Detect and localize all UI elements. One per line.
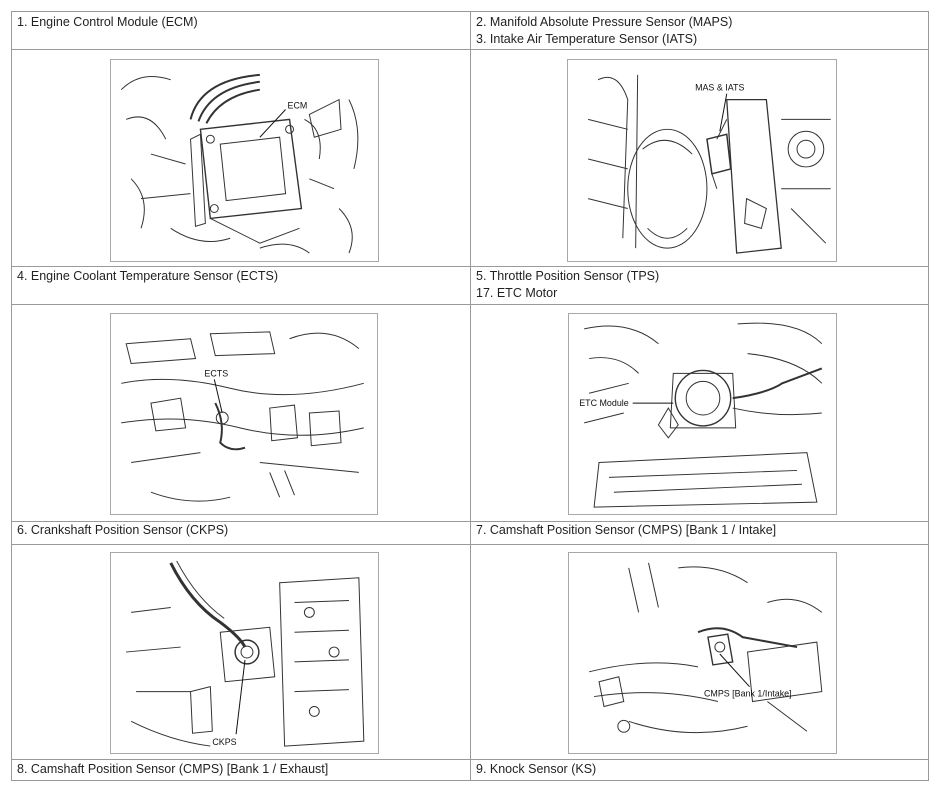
- caption-ecm: 1. Engine Control Module (ECM): [17, 15, 198, 29]
- caption-ects: 4. Engine Coolant Temperature Sensor (ECTS): [17, 269, 279, 283]
- maps-iats-drawing: [568, 60, 836, 261]
- caption-iats: 3. Intake Air Temperature Sensor (IATS): [476, 32, 698, 46]
- ects-drawing: [111, 314, 377, 514]
- caption-maps: 2. Manifold Absolute Pressure Sensor (MAPS): [476, 15, 733, 29]
- etc-callout: ETC Module: [579, 398, 629, 409]
- column-divider: [470, 12, 471, 780]
- ecm-callout: ECM: [287, 100, 308, 111]
- row-divider: [12, 544, 928, 545]
- etc-drawing: [569, 314, 836, 514]
- caption-knock-sensor: 9. Knock Sensor (KS): [476, 762, 597, 776]
- maps-iats-figure: [567, 59, 837, 262]
- caption-etc-motor: 17. ETC Motor: [476, 286, 558, 300]
- etc-figure: [568, 313, 837, 515]
- component-location-table: [11, 11, 929, 781]
- ecm-figure: [110, 59, 379, 262]
- ects-figure: [110, 313, 378, 515]
- cmps-drawing: [569, 553, 836, 753]
- row-divider: [12, 759, 928, 760]
- caption-tps: 5. Throttle Position Sensor (TPS): [476, 269, 660, 283]
- caption-ckps: 6. Crankshaft Position Sensor (CKPS): [17, 523, 229, 537]
- cmps-figure: [568, 552, 837, 754]
- row-divider: [12, 304, 928, 305]
- ckps-drawing: [111, 553, 378, 753]
- cmps-callout: CMPS [Bank 1/Intake]: [703, 688, 792, 699]
- ecm-drawing: [111, 60, 378, 261]
- ckps-figure: [110, 552, 379, 754]
- maps-iats-callout: MAS & IATS: [695, 82, 745, 93]
- ects-callout: ECTS: [204, 368, 229, 379]
- caption-cmps-exhaust: 8. Camshaft Position Sensor (CMPS) [Bank 1 / Exhaust]: [17, 762, 329, 776]
- row-divider: [12, 266, 928, 267]
- caption-cmps-intake: 7. Camshaft Position Sensor (CMPS) [Bank 1 / Intake]: [476, 523, 777, 537]
- ckps-callout: CKPS: [212, 737, 237, 748]
- row-divider: [12, 49, 928, 50]
